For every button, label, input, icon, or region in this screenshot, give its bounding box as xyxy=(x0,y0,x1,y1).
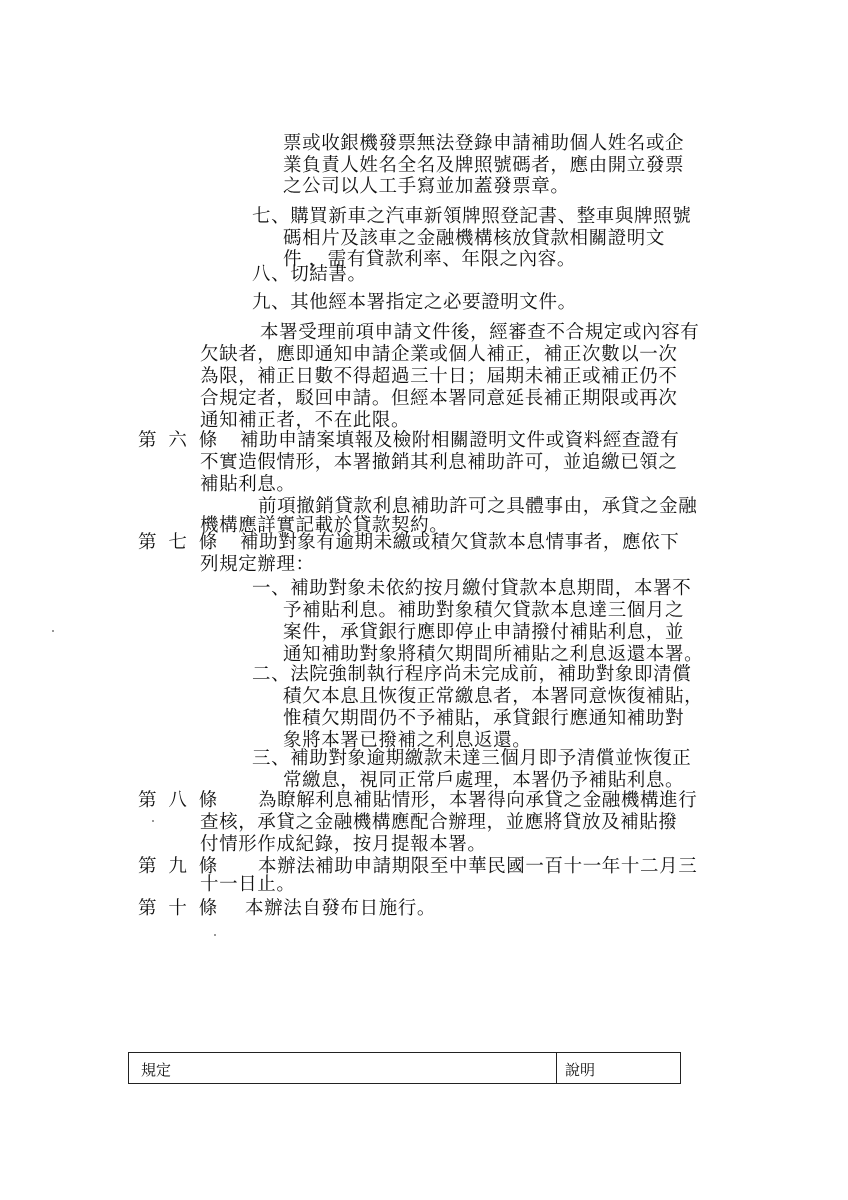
review-line-3: 為限，補正日數不得超過三十日；屆期未補正或補正仍不 xyxy=(200,366,678,387)
article7-item1-line-2: 予補貼利息。補助對象積欠貸款本息達三個月之 xyxy=(283,600,685,621)
review-line-1: 本署受理前項申請文件後，經審查不合規定或內容有 xyxy=(260,322,700,343)
item7-line-1: 七、購買新車之汽車新領牌照登記書、整車與牌照號 xyxy=(252,206,692,227)
item9-line: 九、其他經本署指定之必要證明文件。 xyxy=(252,292,577,313)
article8-line-2: 查核，承貸之金融機構應配合辦理，並應將貸放及補貼撥 xyxy=(200,812,678,833)
article9-line-2: 十一日止。 xyxy=(200,874,296,895)
review-line-4: 合規定者，駁回申請。但經本署同意延長補正期限或再次 xyxy=(200,388,678,409)
scan-speck xyxy=(152,820,154,822)
article9-label: 第 九 條 xyxy=(138,856,221,877)
review-line-2: 欠缺者，應即通知申請企業或個人補正，補正次數以一次 xyxy=(200,344,678,365)
article7-item3-line-2: 常繳息，視同正常戶處理，本署仍予補貼利息。 xyxy=(283,770,685,791)
article7-line-1: 補助對象有逾期未繳或積欠貸款本息情事者，應依下 xyxy=(240,532,680,553)
article6-label: 第 六 條 xyxy=(138,430,221,451)
article7-line-2: 列規定辦理： xyxy=(200,554,315,575)
article6-line-1: 補助申請案填報及檢附相關證明文件或資料經查證有 xyxy=(240,430,680,451)
article7-label: 第 七 條 xyxy=(138,532,221,553)
article6-line-3: 補貼利息。 xyxy=(200,474,296,495)
footer-right-label: 說明 xyxy=(565,1061,596,1079)
article7-item2-line-1: 二、法院強制執行程序尚未完成前，補助對象即清償 xyxy=(252,664,692,685)
article7-item1-line-4: 通知補助對象將積欠期間所補貼之利息返還本署。 xyxy=(283,644,704,665)
intro-line-2: 業負責人姓名全名及牌照號碼者，應由開立發票 xyxy=(283,155,685,176)
item7-line-2: 碼相片及該車之金融機構核放貸款相關證明文 xyxy=(283,228,666,249)
footer-table xyxy=(128,1052,681,1084)
article10-line-1: 本辦法自發布日施行。 xyxy=(245,898,437,919)
article6-para2-line-1: 前項撤銷貸款利息補助許可之具體事由，承貸之金融 xyxy=(258,496,698,517)
scan-speck xyxy=(52,630,54,632)
article10-label: 第 十 條 xyxy=(138,898,221,919)
article6-para2-line-2: 機構應詳實記載於貸款契約。 xyxy=(200,515,449,536)
intro-line-3: 之公司以人工手寫並加蓋發票章。 xyxy=(283,176,570,197)
article7-item1-line-3: 案件，承貸銀行應即停止申請撥付補貼利息，並 xyxy=(283,622,685,643)
article7-item2-line-2: 積欠本息且恢復正常繳息者，本署同意恢復補貼， xyxy=(283,686,704,707)
article7-item2-line-3: 惟積欠期間仍不予補貼，承貸銀行應通知補助對 xyxy=(283,708,685,729)
item7-line-3: 件 ，需有貸款利率、年限之內容。 xyxy=(283,249,576,270)
article8-line-1: 為瞭解利息補貼情形，本署得向承貸之金融機構進行 xyxy=(258,790,698,811)
footer-left-label: 規定 xyxy=(141,1061,172,1079)
intro-line-1: 票或收銀機發票無法登錄申請補助個人姓名或企 xyxy=(283,133,685,154)
article7-item3-line-1: 三、補助對象逾期繳款未達三個月即予清償並恢復正 xyxy=(252,748,692,769)
item8-line: 八、切結書。 xyxy=(252,264,367,285)
footer-divider xyxy=(556,1052,557,1084)
article7-item2-line-4: 象將本署已撥補之利息返還。 xyxy=(283,730,532,751)
scan-speck xyxy=(214,934,216,936)
article6-line-2: 不實造假情形，本署撤銷其利息補助許可，並追繳已領之 xyxy=(200,452,678,473)
review-line-5: 通知補正者，不在此限。 xyxy=(200,410,411,431)
article8-line-3: 付情形作成紀錄，按月提報本署。 xyxy=(200,834,487,855)
article9-line-1: 本辦法補助申請期限至中華民國一百十一年十二月三 xyxy=(258,856,698,877)
article7-item1-line-1: 一、補助對象未依約按月繳付貸款本息期間，本署不 xyxy=(252,578,692,599)
article8-label: 第 八 條 xyxy=(138,790,221,811)
